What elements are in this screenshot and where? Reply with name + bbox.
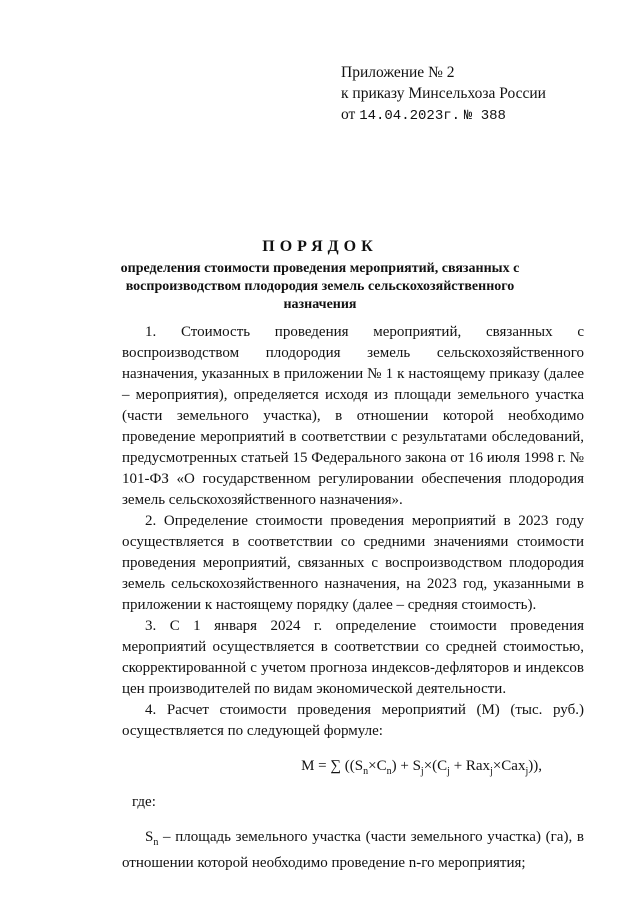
- where-label: где:: [132, 794, 156, 810]
- paragraph-3: 3. С 1 января 2024 г. определение стоимости проведения мероприятий осуществляется в соответствии со средней стоимостью, скорректированной с учетом прогноза индексов-дефляторов и индексов цен производителей по видам экономической деятельности.: [122, 618, 584, 697]
- from-word: от: [341, 106, 356, 123]
- paragraph-2: 2. Определение стоимости проведения мероприятий в 2023 году осуществляется в соответствии со средними значениями стоимости проведения мероприятий, связанных с воспроизводством плодородия земель сельскохозяйственного назначения, на 2023 год, указанными в приложении к настоящему порядку (далее – средняя стоимость).: [122, 513, 584, 613]
- appendix-order-ref: к приказу Минсельхоза России: [341, 85, 546, 102]
- paragraph-4: 4. Расчет стоимости проведения мероприятий (М) (тыс. руб.) осуществляется по следующей формуле:: [122, 702, 584, 739]
- document-subtitle: определения стоимости проведения мероприятий, связанных с воспроизводством плодородия земель сельскохозяйственного назначения: [120, 261, 520, 312]
- appendix-number: Приложение № 2: [341, 64, 455, 81]
- paragraph-1: 1. Стоимость проведения мероприятий, связанных с воспроизводством плодородия земель сельскохозяйственного назначения, указанных в приложении № 1 к настоящему приказу (далее – мероприятия), определяется исходя из площади земельного участка (части земельного участка), в отношении которой необходимо проведение мероприятий в соответствии с результатами обследований, предусмотренных статьей 15 Федерального закона от 16 июля 1998 г. № 101-ФЗ «О государственном регулировании обеспечения плодородия земель сельскохозяйственного назначения».: [122, 324, 584, 508]
- appendix-date-line: [341, 104, 546, 127]
- definition-sn: $S_n$ – площадь земельного участка (части земельного участка) (га), в отношении которой необходимо проведение n-го мероприятия;: [122, 829, 584, 871]
- document-title: ПОРЯДОК: [262, 238, 378, 255]
- order-date: 14.04.2023г.: [359, 108, 461, 124]
- order-number: № 388: [463, 108, 506, 124]
- cost-formula: М = ∑ $((S_n\times C_n) + S_j\times(C_j + Rax_j\times Cax_j))$,: [301, 758, 542, 777]
- appendix-header: [341, 62, 546, 127]
- document-body: [122, 322, 584, 874]
